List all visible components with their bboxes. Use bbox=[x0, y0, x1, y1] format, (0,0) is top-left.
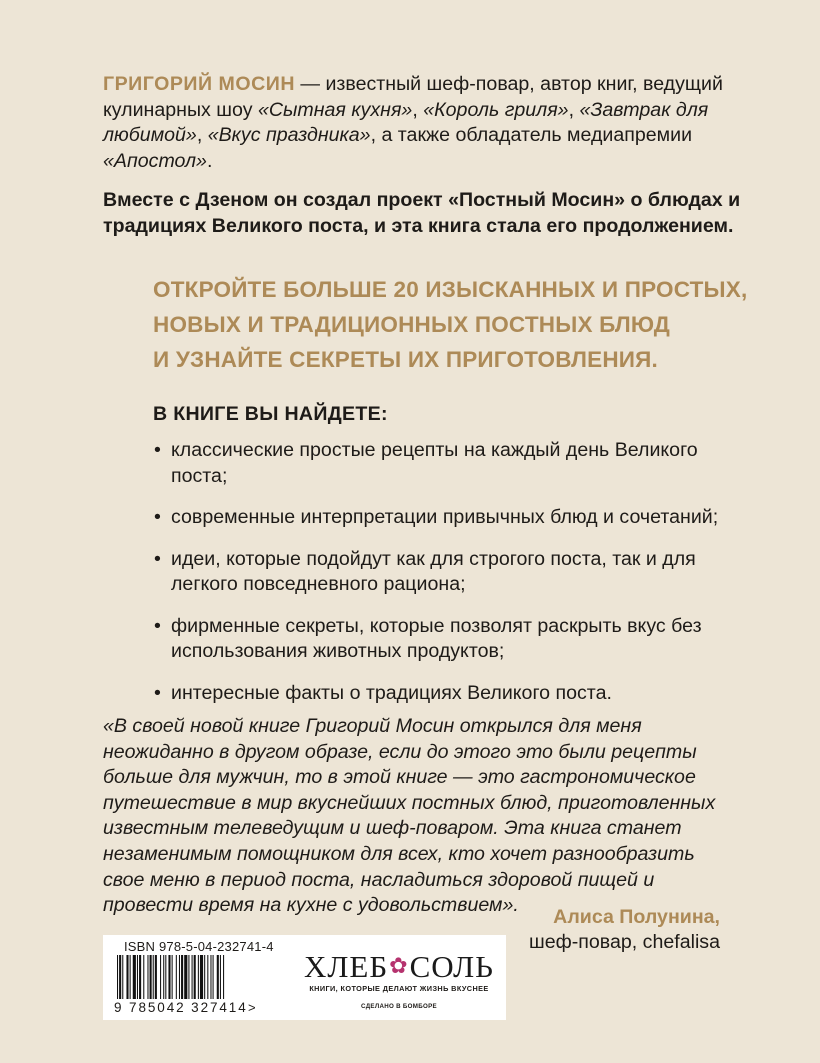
barcode-bar bbox=[210, 955, 211, 999]
barcode-bar bbox=[117, 955, 118, 999]
review-quote: «В своей новой книге Григорий Мосин открылся для меня неожиданно в другом образе, если до этого это были рецепты больше для мужчин, то в этой книге — это гастрономическое путешествие в мир вкуснейших постных блюд, приготовленных известным телеведущим и шеф-поваром. Эта книга станет незаменимым помощником для всех, кто хочет разнообразить свое меню в период поста, насладиться здоровой пищей и провести время на кухне с удовольствием». bbox=[103, 715, 716, 917]
show-title: «Вкус праздника» bbox=[207, 124, 371, 147]
intro-text: — известный шеф-повар, автор книг, ведущий кулинарных шоу bbox=[103, 73, 723, 121]
quote-author bbox=[529, 905, 720, 955]
barcode-bar bbox=[179, 955, 180, 999]
barcode-bar bbox=[194, 955, 196, 999]
author-role: шеф-повар, chefalisa bbox=[529, 931, 720, 953]
barcode-bar bbox=[153, 955, 154, 999]
barcode-bar bbox=[188, 955, 189, 999]
intro-text: , а также обладатель медиапремии bbox=[370, 124, 693, 147]
barcode-bar bbox=[126, 955, 128, 999]
barcode-bar bbox=[213, 955, 214, 999]
barcode-bar bbox=[168, 955, 170, 999]
barcode-digits: 9 785042 327414 bbox=[114, 1000, 248, 1015]
barcode-bar bbox=[122, 955, 123, 999]
author-name-line: Алиса Полунина, bbox=[553, 906, 720, 928]
barcode-bar bbox=[133, 955, 136, 999]
separator: , bbox=[412, 98, 424, 121]
list-item: • фирменные секреты, которые позволят раскрыть вкус без использования животных продуктов; bbox=[153, 614, 733, 665]
barcode-bar bbox=[163, 955, 164, 999]
barcode-bar bbox=[181, 955, 183, 999]
show-title: «Сытная кухня» bbox=[257, 98, 413, 121]
list-item: • интересные факты о традициях Великого поста. bbox=[153, 681, 733, 707]
headline bbox=[153, 272, 773, 377]
separator: , bbox=[196, 124, 208, 147]
list-item: • современные интерпретации привычных блюд и сочетаний; bbox=[153, 505, 733, 531]
barcode-bar bbox=[143, 955, 144, 999]
barcode-bar bbox=[165, 955, 166, 999]
barcode-bar bbox=[155, 955, 157, 999]
barcode-bar bbox=[150, 955, 152, 999]
headline-line: ОТКРОЙТЕ БОЛЬШЕ 20 ИЗЫСКАННЫХ И ПРОСТЫХ, bbox=[153, 277, 748, 302]
list-item: • классические простые рецепты на каждый день Великого поста; bbox=[153, 438, 733, 489]
barcode-icon bbox=[113, 955, 263, 999]
barcode-bar bbox=[119, 955, 121, 999]
barcode-bar bbox=[176, 955, 177, 999]
logo-part: ХЛЕБ bbox=[304, 949, 389, 984]
separator: , bbox=[568, 98, 580, 121]
show-title: «Завтрак для любимой» bbox=[103, 98, 709, 147]
barcode-bar bbox=[147, 955, 148, 999]
author-name: ГРИГОРИЙ МОСИН bbox=[103, 73, 295, 95]
headline-line: НОВЫХ И ТРАДИЦИОННЫХ ПОСТНЫХ БЛЮД bbox=[153, 312, 670, 337]
barcode-bar bbox=[200, 955, 203, 999]
logo-wordmark bbox=[304, 950, 494, 983]
barcode-bar bbox=[160, 955, 161, 999]
barcode-bar bbox=[130, 955, 131, 999]
features-list bbox=[153, 438, 733, 722]
logo-tagline: КНИГИ, КОТОРЫЕ ДЕЛАЮТ ЖИЗНЬ ВКУСНЕЕ bbox=[309, 984, 489, 993]
find-title: В КНИГЕ ВЫ НАЙДЕТЕ: bbox=[153, 403, 388, 425]
headline-line: И УЗНАЙТЕ СЕКРЕТЫ ИХ ПРИГОТОВЛЕНИЯ. bbox=[153, 347, 658, 372]
author-intro bbox=[103, 72, 723, 174]
logo-part: СОЛЬ bbox=[409, 949, 494, 984]
show-title: «Король гриля» bbox=[423, 98, 569, 121]
barcode-bar bbox=[217, 955, 219, 999]
barcode-bar bbox=[207, 955, 208, 999]
list-item: • идеи, которые подойдут как для строгого поста, так и для легкого повседневного рациона; bbox=[153, 547, 733, 598]
barcode-bar bbox=[192, 955, 193, 999]
barcode-bar bbox=[184, 955, 187, 999]
logo-made-by: СДЕЛАНО В БОМБОРЕ bbox=[361, 1003, 437, 1010]
barcode-bar bbox=[137, 955, 138, 999]
flower-icon: ✿ bbox=[389, 953, 409, 978]
barcode-arrow: > bbox=[248, 1000, 256, 1015]
separator: . bbox=[206, 149, 213, 172]
award-title: «Апостол» bbox=[103, 149, 207, 172]
barcode-bar bbox=[198, 955, 199, 999]
barcode-bar bbox=[220, 955, 221, 999]
publisher-logo bbox=[304, 950, 494, 1010]
barcode-bar bbox=[139, 955, 141, 999]
barcode-bar bbox=[204, 955, 205, 999]
project-paragraph: Вместе с Дзеном он создал проект «Постный Мосин» о блюдах и традициях Великого поста, и эта книга стала его продолжением. bbox=[103, 189, 741, 237]
barcode-bar bbox=[172, 955, 173, 999]
isbn-label: ISBN 978-5-04-232741-4 bbox=[124, 939, 274, 954]
barcode-bar bbox=[223, 955, 224, 999]
